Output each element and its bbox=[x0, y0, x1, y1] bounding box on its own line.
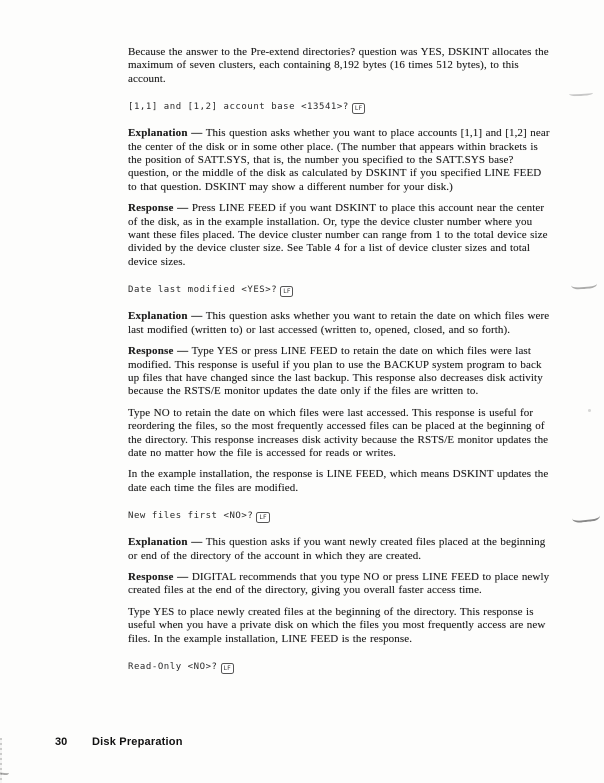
paragraph bbox=[128, 606, 552, 646]
paragraph bbox=[128, 127, 552, 194]
paragraph bbox=[128, 407, 552, 461]
paragraph-text: Type YES to place newly created files at the beginning of the directory. This response is useful when you have a private disk on which the files you most frequently access are new files. In the example installation, LINE FEED is the response. bbox=[128, 605, 546, 645]
paragraph-text: Press LINE FEED if you want DSKINT to place this account near the center of the disk, as in the example installation. Or, type the device cluster number where you want these files placed. The device cluster number can range from 1 to the total device size divided by the device cluster size. See Table 4 for a list of device cluster sizes and total device sizes. bbox=[128, 202, 548, 268]
paragraph-lead: Response — bbox=[128, 202, 189, 215]
paragraph bbox=[128, 468, 552, 495]
paragraph-text: This question asks if you want newly created files placed at the beginning or end of the directory of the account in which they are created. bbox=[128, 536, 546, 562]
paragraph-text: In the example installation, the response is LINE FEED, which means DSKINT updates the date each time the files are modified. bbox=[128, 468, 549, 494]
paragraph-lead: Response — bbox=[128, 345, 189, 358]
terminal-prompt-text: Date last modified <YES>? bbox=[128, 285, 278, 296]
page-number: 30 bbox=[55, 736, 68, 748]
paragraph bbox=[128, 345, 552, 399]
paragraph-text: Because the answer to the Pre-extend directories? question was YES, DSKINT allocates the maximum of seven clusters, each containing 8,192 bytes (16 times 512 bytes), to this account. bbox=[128, 46, 549, 85]
scan-edge-artifact bbox=[0, 738, 2, 783]
footer-section-title: Disk Preparation bbox=[92, 736, 183, 748]
paragraph-text: This question asks whether you want to retain the date on which files were last modified (written to) or last accessed (written to, opened, closed, and so forth). bbox=[128, 310, 550, 336]
terminal-prompt-text: Read-Only <NO>? bbox=[128, 662, 218, 672]
linefeed-key-icon: LF bbox=[280, 286, 293, 297]
scan-speck-mark bbox=[588, 409, 591, 412]
paragraph bbox=[128, 571, 552, 598]
terminal-prompt-line bbox=[128, 102, 552, 114]
linefeed-key-icon: LF bbox=[221, 663, 234, 674]
paragraph-lead: Explanation — bbox=[128, 536, 203, 549]
paragraph-lead: Explanation — bbox=[128, 127, 203, 140]
linefeed-key-icon: LF bbox=[256, 512, 269, 523]
terminal-prompt-line bbox=[128, 285, 552, 297]
paragraph-text: DIGITAL recommends that you type NO or press LINE FEED to place newly created files at the end of the directory, giving you overall faster access time. bbox=[128, 570, 550, 597]
paragraph-lead: Response — bbox=[128, 570, 189, 583]
paragraph-lead: Explanation — bbox=[128, 310, 203, 323]
scan-edge-tick-mark bbox=[0, 770, 9, 776]
terminal-prompt-line bbox=[128, 511, 552, 523]
scan-pencil-dash-mark bbox=[569, 90, 593, 96]
paragraph bbox=[128, 46, 552, 86]
paragraph bbox=[128, 536, 552, 563]
page-content bbox=[128, 46, 552, 687]
paragraph-text: Type YES or press LINE FEED to retain the date on which files were last modified. This response is useful if you plan to use the BACKUP system program to back up files that have changed since the last backup. This response also decreases disk activity because the RSTS/E monitor updates the date only if the files are written to. bbox=[128, 345, 543, 398]
scan-swoosh-mark-upper bbox=[571, 279, 598, 290]
paragraph-text: Type NO to retain the date on which files were last accessed. This response is useful for reordering the files, so the most frequently accessed files can be placed at the beginning of the directory. This response increases disk activity because the RSTS/E monitor updates the date no matter how the file is accessed for reads or writes. bbox=[128, 406, 549, 459]
paragraph bbox=[128, 202, 552, 269]
terminal-prompt-line bbox=[128, 662, 552, 674]
scan-swoosh-mark-lower bbox=[572, 511, 601, 524]
linefeed-key-icon: LF bbox=[352, 103, 365, 114]
terminal-prompt-text: New files first <NO>? bbox=[128, 511, 254, 522]
terminal-prompt-text: [1,1] and [1,2] account base <13541>? bbox=[128, 102, 349, 113]
paragraph bbox=[128, 310, 552, 337]
paragraph-text: This question asks whether you want to place accounts [1,1] and [1,2] near the center of the disk or in some other place. (The number that appears within brackets is the position of SATT.SYS, that is, the number you specified to the SATT.SYS base? question, or the middle of the disk as calculated by DSKINT if you specified LINE FEED to that question. DSKINT may show a different number for your disk.) bbox=[128, 127, 550, 193]
